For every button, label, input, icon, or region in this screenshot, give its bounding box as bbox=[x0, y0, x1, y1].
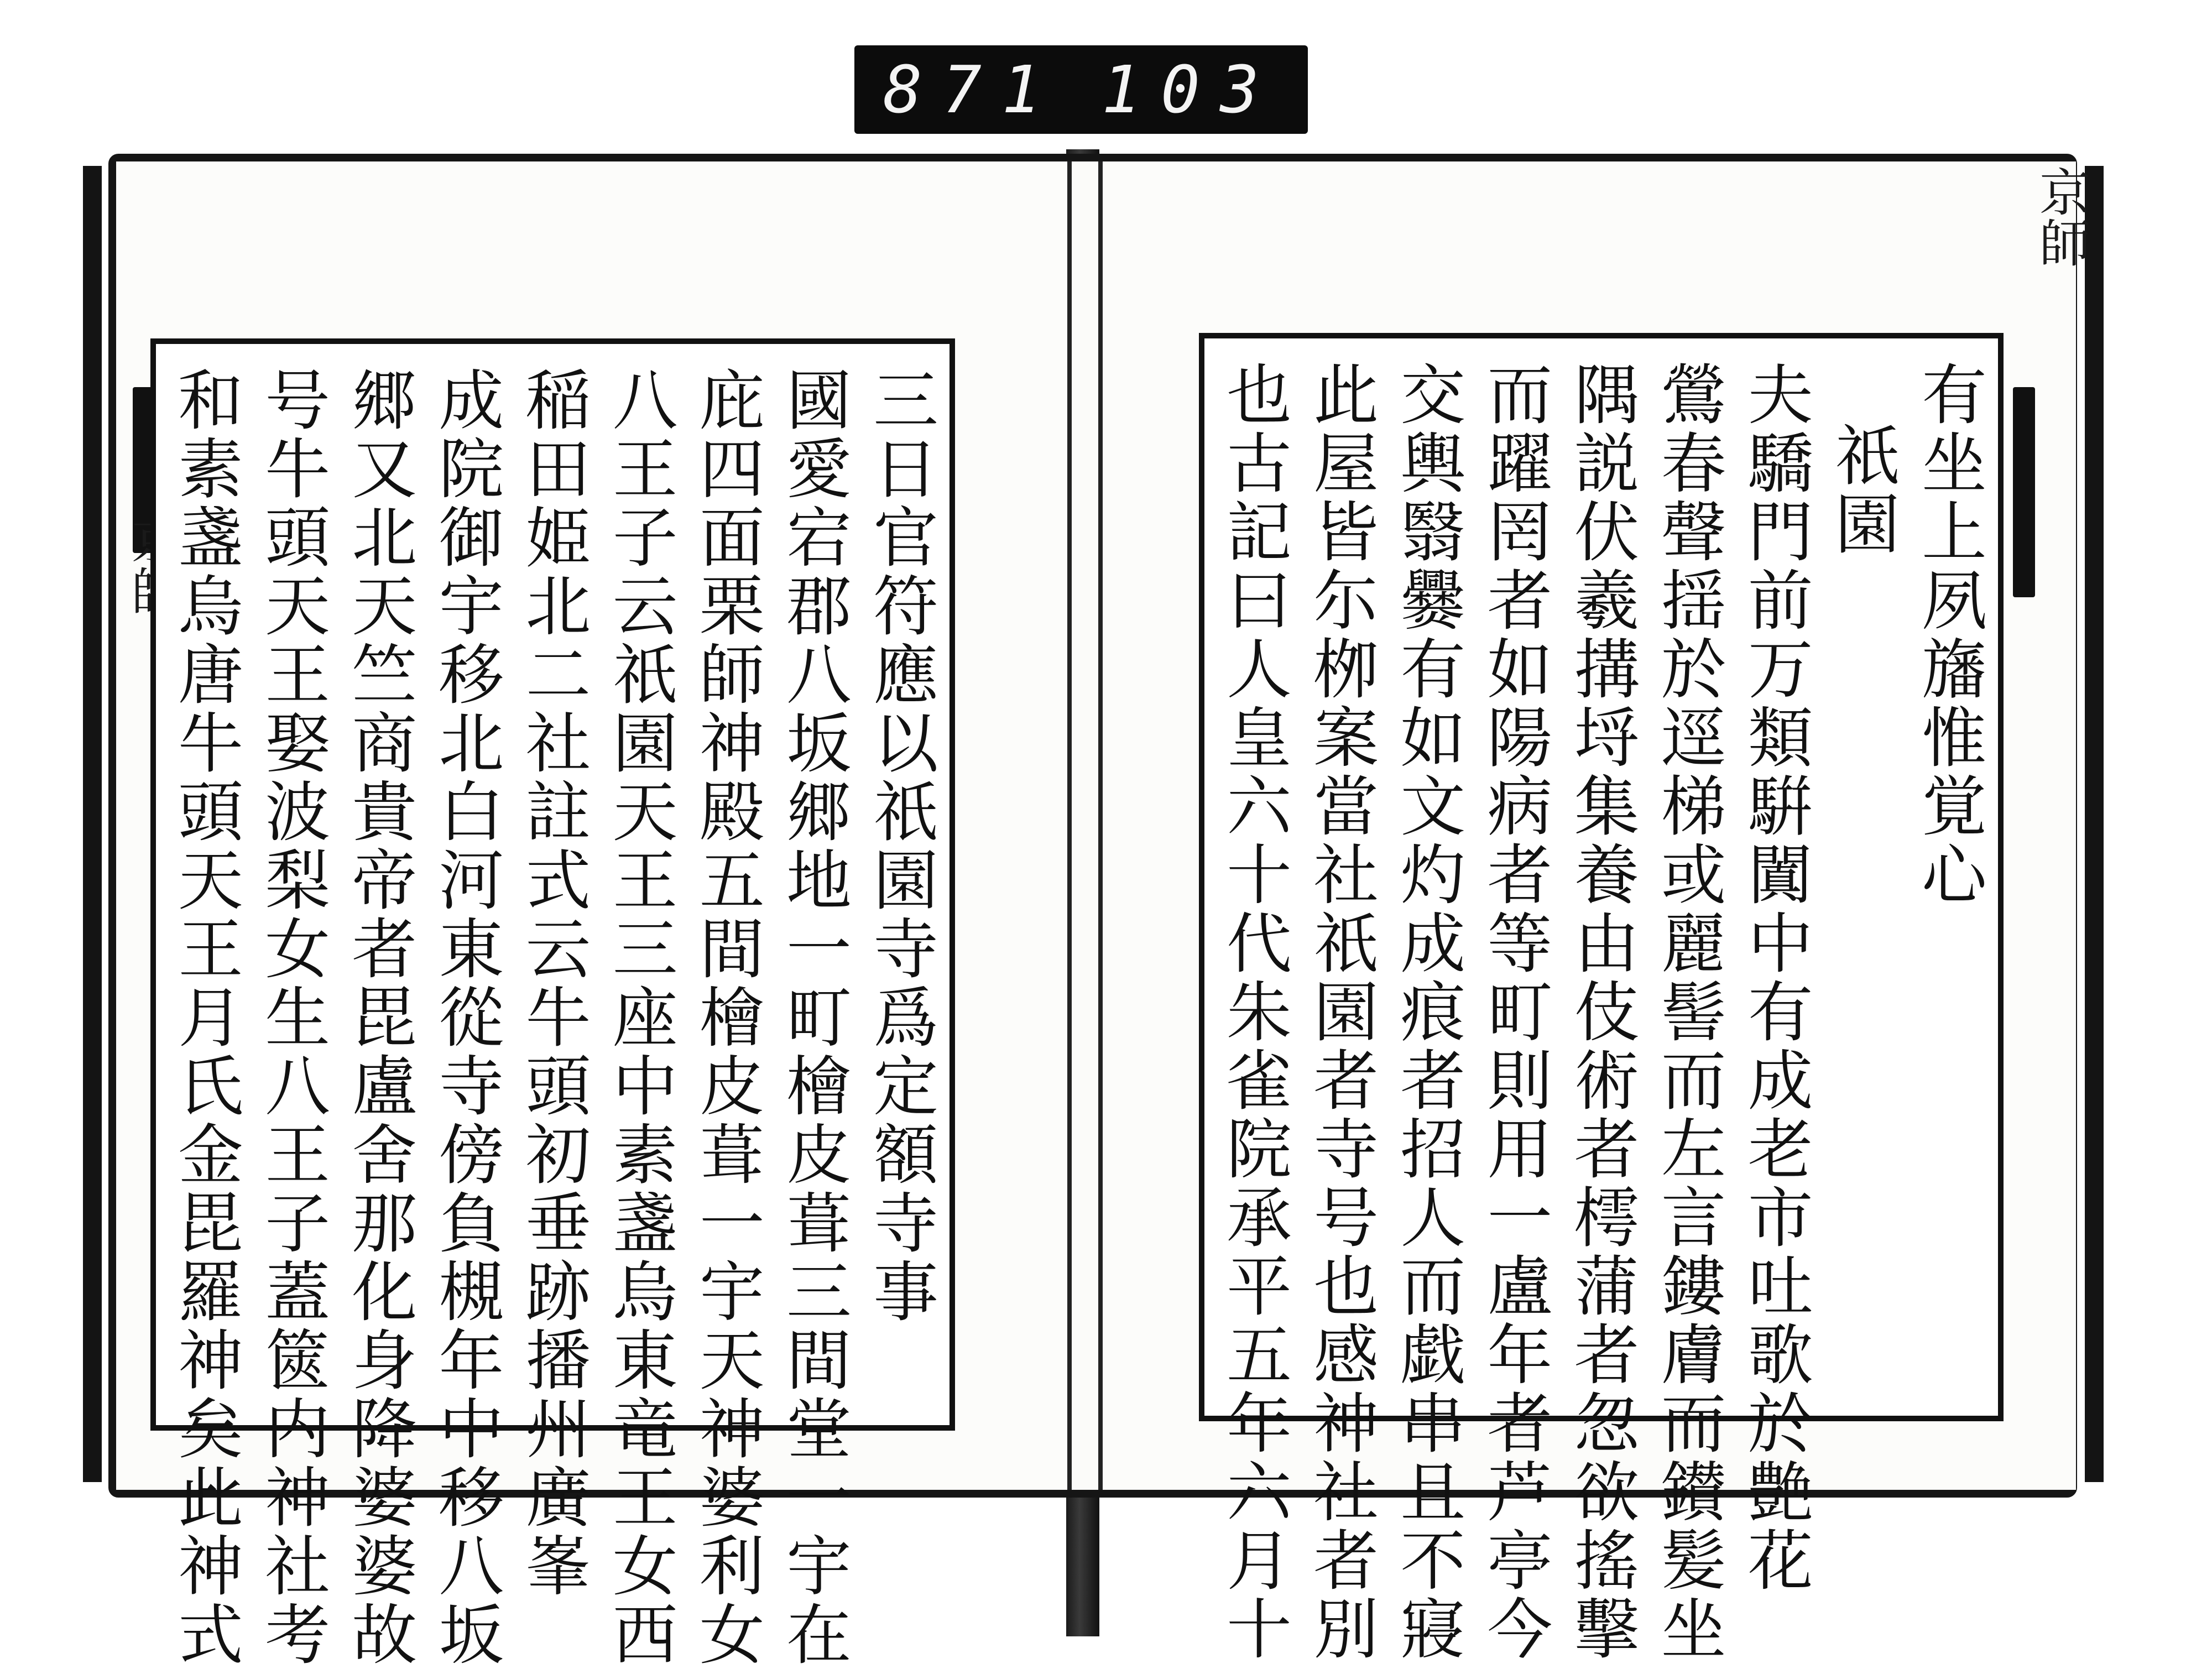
right-text-columns bbox=[1215, 361, 1987, 1663]
left-column-6: 成院御宇移北白河東從寺傍負槻年中移八坂 bbox=[427, 366, 504, 1669]
right-column-4: 鶯春聲揺於逕梯或麗髻而左言鏤膚而鑚髪坐 bbox=[1650, 361, 1726, 1663]
left-column-5: 稲田姫北二社註式云牛頭初垂跡播州廣峯 bbox=[514, 366, 591, 1600]
right-column-7: 交輿翳爨有如文灼成痕者招人而戯串且不寢 bbox=[1389, 361, 1466, 1663]
left-column-7: 郷又北天竺商貴帝者毘盧舍那化身降婆婆故 bbox=[341, 366, 418, 1669]
archive-number-label bbox=[854, 45, 1308, 134]
left-column-1: 三日官符應以祇園寺爲定額寺事 bbox=[862, 366, 938, 1326]
label-right-number: 103 bbox=[1101, 51, 1279, 128]
right-text-frame bbox=[1199, 333, 2004, 1663]
right-column-8: 此屋皆尓栁案當社祇園者寺号也感神社者別 bbox=[1302, 361, 1379, 1663]
right-column-9: 也古記曰人皇六十代朱雀院承平五年六月十 bbox=[1215, 361, 1292, 1663]
left-column-3: 庇四面栗師神殿五間檜皮葺一宇天神婆利女 bbox=[688, 366, 765, 1669]
right-column-2: 祇園 bbox=[1823, 421, 1900, 559]
right-column-6: 而躍罔者如陽病者等町則用一盧年者芦亭今 bbox=[1476, 361, 1553, 1663]
right-column-1: 有坐上夙旛惟覚心 bbox=[1911, 361, 1987, 909]
left-column-4: 八王子云祇園天王三座中素盞烏東竜王女西 bbox=[601, 366, 678, 1669]
left-column-2: 國愛宕郡八坂郷地一町檜皮葺三間堂一宇在 bbox=[775, 366, 852, 1669]
right-edge-tab bbox=[2013, 387, 2035, 597]
right-margin-mark: 京師 bbox=[2031, 166, 2090, 268]
left-column-9: 和素盞烏唐牛頭天王月氏金毘羅神矣此神式 bbox=[167, 366, 243, 1669]
left-column-8: 号牛頭天王娶波梨女生八王子蓋篋内神社考 bbox=[254, 366, 331, 1669]
left-text-frame bbox=[150, 338, 955, 1669]
left-text-columns bbox=[167, 366, 938, 1669]
left-edge-bar bbox=[83, 166, 102, 1482]
right-column-5: 隅説伏羲搆埒集養由伎術者樗蒲者忽欲搖擊 bbox=[1563, 361, 1640, 1663]
label-left-number: 871 bbox=[883, 51, 1061, 128]
right-column-3: 夫驕門前万類騈闐中有成老市吐歌於艶花 bbox=[1736, 361, 1813, 1595]
right-edge-bar bbox=[2085, 166, 2104, 1482]
